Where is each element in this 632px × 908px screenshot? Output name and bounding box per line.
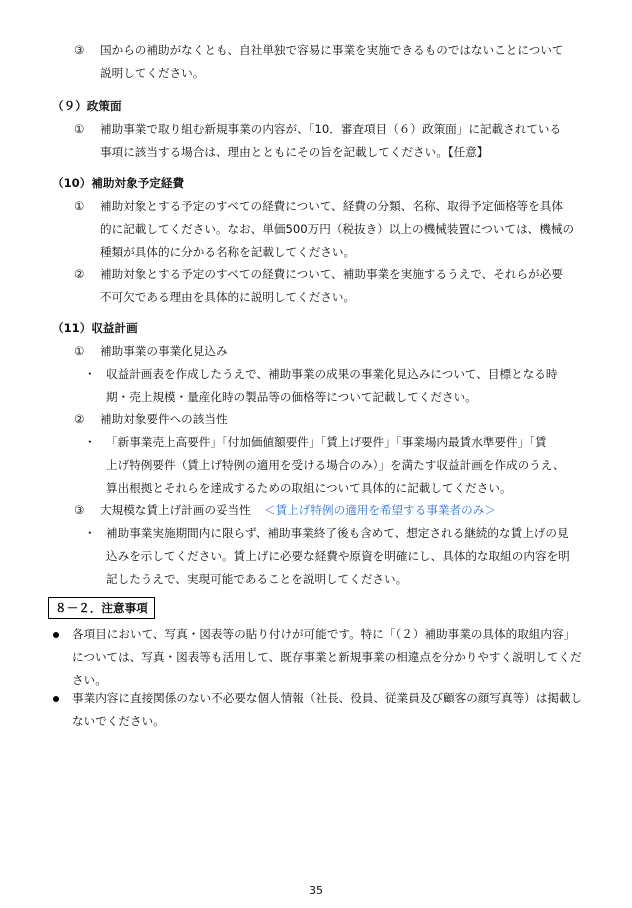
body-text: 国からの補助がなくとも、自社単独で容易に事業を実施できるものではないことについて xyxy=(100,43,564,57)
dot-marker: ・ xyxy=(84,526,96,540)
body-text: 算出根拠とそれらを達成するための取組について具体的に記載してください。 xyxy=(106,481,512,495)
body-text: 補助対象とする予定のすべての経費について、補助事業を実施するうえで、それらが必要 xyxy=(100,267,563,281)
body-text: 記したうえで、実現可能であることを説明してください。 xyxy=(106,572,408,586)
body-text: 補助対象とする予定のすべての経費について、経費の分類、名称、取得予定価格等を具体 xyxy=(100,199,564,213)
dot-marker: ・ xyxy=(84,435,96,449)
item-marker: ① xyxy=(74,122,85,136)
body-text: 説明してください。 xyxy=(100,66,205,80)
item-label: 補助事業の事業化見込み xyxy=(100,344,228,358)
bullet-icon xyxy=(53,632,59,638)
item-label: 補助対象要件への該当性 xyxy=(100,412,228,426)
body-text: 事項に該当する場合は、理由とともにその旨を記載してください。【任意】 xyxy=(100,145,489,159)
body-text: 込みを示してください。賃上げに必要な経費や原資を明確にし、具体的な取組の内容を明 xyxy=(106,549,570,563)
body-text: 「新事業売上高要件」「付加価値額要件」「賃上げ要件」「事業場内最賃水準要件」「賃 xyxy=(106,435,547,449)
section-heading: （10）補助対象予定経費 xyxy=(52,176,185,190)
section-heading: （11）収益計画 xyxy=(52,321,138,335)
page-number: 35 xyxy=(309,884,323,897)
applicability-note: ＜賃上げ特例の適用を希望する事業者のみ＞ xyxy=(264,503,496,517)
section-heading: （９）政策面 xyxy=(52,99,122,113)
item-marker: ③ xyxy=(74,43,85,57)
item-marker: ② xyxy=(74,412,85,426)
body-text: さい。 xyxy=(72,673,107,687)
item-label: 大規模な賃上げ計画の妥当性 xyxy=(100,503,251,517)
body-text: 種類が具体的に分かる名称を記載してください。 xyxy=(100,245,356,259)
item-marker: ① xyxy=(74,199,85,213)
dot-marker: ・ xyxy=(84,367,96,381)
body-text: 補助事業で取り組む新規事業の内容が、「10．審査項目（６）政策面」に記載されている xyxy=(100,122,562,136)
body-text: 上げ特例要件（賃上げ特例の適用を受ける場合のみ）」を満たす収益計画を作成のうえ、 xyxy=(106,458,565,472)
body-text: 収益計画表を作成したうえで、補助事業の成果の事業化見込みについて、目標となる時 xyxy=(106,367,558,381)
body-text: 期・売上規模・量産化時の製品等の価格等について記載してください。 xyxy=(106,390,477,404)
body-text: ないでください。 xyxy=(72,714,165,728)
body-text: 事業内容に直接関係のない不必要な個人情報（社長、役員、従業員及び顧客の顔写真等）は掲載し xyxy=(72,691,583,705)
item-marker: ② xyxy=(74,267,85,281)
body-text: 各項目において、写真・図表等の貼り付けが可能です。特に「（２）補助事業の具体的取組内容」 xyxy=(72,627,576,641)
body-text: については、写真・図表等も活用して、既存事業と新規事業の相違点を分かりやすく説明してくだ xyxy=(72,650,582,664)
section-title-box: ８－２．注意事項 xyxy=(48,597,155,619)
item-marker: ① xyxy=(74,344,85,358)
item-marker: ③ xyxy=(74,503,85,517)
body-text: 不可欠である理由を具体的に説明してください。 xyxy=(100,290,356,304)
bullet-icon xyxy=(53,696,59,702)
body-text: 的に記載してください。なお、単価500万円（税抜き）以上の機械装置については、機械の xyxy=(100,222,575,236)
body-text: 補助事業実施期間内に限らず、補助事業終了後も含めて、想定される継続的な賃上げの見 xyxy=(106,526,569,540)
